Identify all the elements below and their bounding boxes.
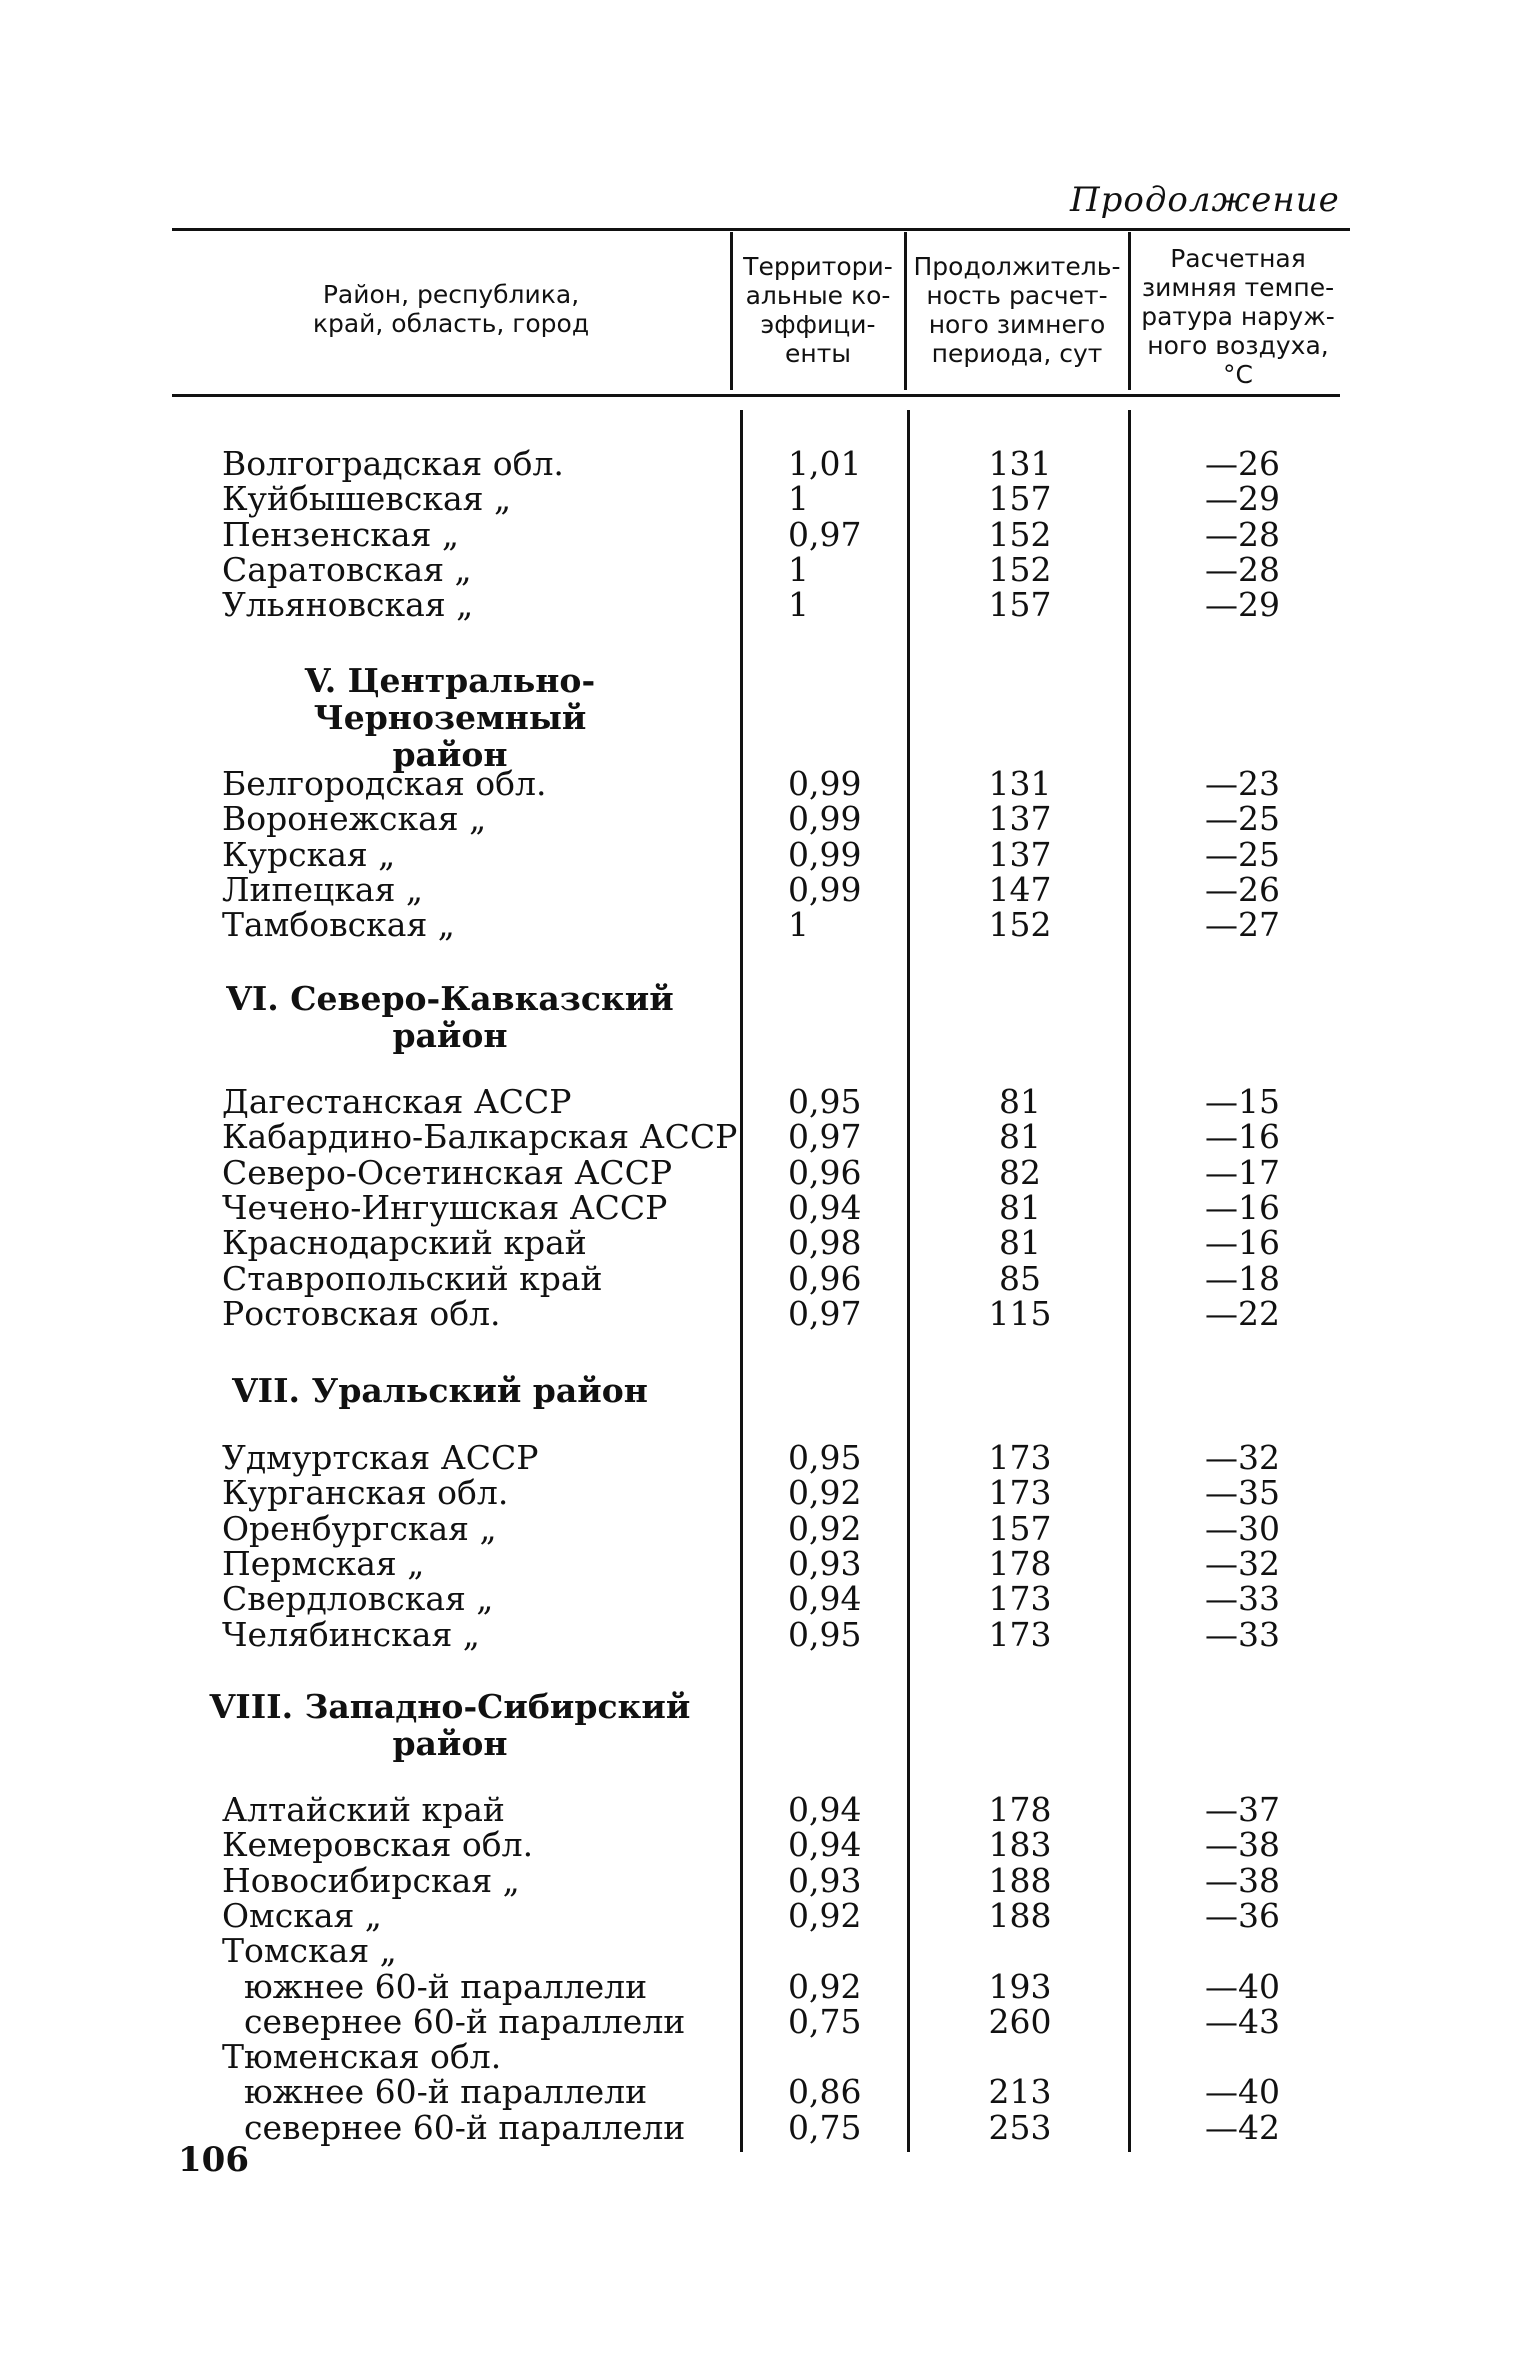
coefficient-value: 1 xyxy=(788,550,809,589)
duration-value: 137 xyxy=(988,835,1052,874)
temperature-value: —36 xyxy=(1205,1896,1280,1935)
header-duration: Продолжитель- ность расчет- ного зимнего периода, сут xyxy=(913,252,1121,368)
section-title: VIII. Западно-Сибирский район xyxy=(209,1687,691,1763)
coefficient-value: 1 xyxy=(788,585,809,624)
table-row xyxy=(0,1969,1536,2005)
duration-value: 193 xyxy=(988,1967,1052,2006)
region-name: Курганская обл. xyxy=(222,1473,509,1512)
table-row xyxy=(0,1225,1536,1261)
temperature-value: —38 xyxy=(1205,1825,1280,1864)
duration-value: 152 xyxy=(988,550,1052,589)
region-name: Дагестанская АССР xyxy=(222,1082,572,1121)
header-bottom-rule xyxy=(172,394,1340,397)
coefficient-value: 0,99 xyxy=(788,764,862,803)
coefficient-value: 0,92 xyxy=(788,1967,862,2006)
table-row xyxy=(0,481,1536,517)
region-name: Саратовская „ xyxy=(222,550,472,589)
coefficient-value: 0,94 xyxy=(788,1188,862,1227)
table-row xyxy=(0,1933,1536,1969)
coefficient-value: 1,01 xyxy=(788,444,862,483)
table-row xyxy=(0,1546,1536,1582)
temperature-value: —40 xyxy=(1205,1967,1280,2006)
duration-value: 178 xyxy=(988,1544,1052,1583)
coefficient-value: 0,96 xyxy=(788,1153,862,1192)
coefficient-value: 0,92 xyxy=(788,1473,862,1512)
duration-value: 81 xyxy=(999,1082,1041,1121)
region-name: Пермская „ xyxy=(222,1544,425,1583)
coefficient-value: 0,97 xyxy=(788,1117,862,1156)
table-row xyxy=(0,1827,1536,1863)
temperature-value: —29 xyxy=(1205,585,1280,624)
coefficient-value: 0,86 xyxy=(788,2072,862,2111)
table-row xyxy=(0,801,1536,837)
temperature-value: —30 xyxy=(1205,1509,1280,1548)
temperature-value: —26 xyxy=(1205,870,1280,909)
duration-value: 152 xyxy=(988,515,1052,554)
region-name: Томская „ xyxy=(222,1931,397,1970)
coefficient-value: 0,75 xyxy=(788,2108,862,2147)
column-divider-1 xyxy=(730,232,733,390)
temperature-value: —16 xyxy=(1205,1117,1280,1156)
duration-value: 157 xyxy=(988,479,1052,518)
temperature-value: —22 xyxy=(1205,1294,1280,1333)
temperature-value: —32 xyxy=(1205,1438,1280,1477)
duration-value: 81 xyxy=(999,1188,1041,1227)
region-name: Новосибирская „ xyxy=(222,1861,520,1900)
coefficient-value: 0,94 xyxy=(788,1790,862,1829)
coefficient-value: 0,95 xyxy=(788,1082,862,1121)
table-row xyxy=(0,2074,1536,2110)
table-row xyxy=(0,907,1536,943)
temperature-value: —23 xyxy=(1205,764,1280,803)
duration-value: 85 xyxy=(999,1259,1041,1298)
table-row xyxy=(0,766,1536,802)
coefficient-value: 0,99 xyxy=(788,835,862,874)
coefficient-value: 1 xyxy=(788,905,809,944)
duration-value: 152 xyxy=(988,905,1052,944)
region-name: Ставропольский край xyxy=(222,1259,603,1298)
region-name: южнее 60-й параллели xyxy=(244,1967,648,2006)
duration-value: 173 xyxy=(988,1615,1052,1654)
table-row xyxy=(0,1898,1536,1934)
duration-value: 131 xyxy=(988,444,1052,483)
table-row xyxy=(0,1581,1536,1617)
duration-value: 188 xyxy=(988,1861,1052,1900)
region-name: Курская „ xyxy=(222,835,396,874)
temperature-value: —15 xyxy=(1205,1082,1280,1121)
region-name: Чечено-Ингушская АССР xyxy=(222,1188,668,1227)
duration-value: 183 xyxy=(988,1825,1052,1864)
region-name: Куйбышевская „ xyxy=(222,479,512,518)
temperature-value: —29 xyxy=(1205,479,1280,518)
temperature-value: —38 xyxy=(1205,1861,1280,1900)
region-name: Ульяновская „ xyxy=(222,585,474,624)
region-name: Удмуртская АССР xyxy=(222,1438,539,1477)
section-title: VI. Северо-Кавказский район xyxy=(226,979,674,1055)
table-row xyxy=(0,1190,1536,1226)
region-name: Кабардино-Балкарская АССР xyxy=(222,1117,738,1156)
coefficient-value: 1 xyxy=(788,479,809,518)
table-row xyxy=(0,552,1536,588)
table-row xyxy=(0,1155,1536,1191)
table-row xyxy=(0,587,1536,623)
page-number: 106 xyxy=(178,2140,249,2180)
region-name: Волгоградская обл. xyxy=(222,444,564,483)
coefficient-value: 0,93 xyxy=(788,1861,862,1900)
region-name: Пензенская „ xyxy=(222,515,460,554)
temperature-value: —25 xyxy=(1205,799,1280,838)
coefficient-value: 0,98 xyxy=(788,1223,862,1262)
duration-value: 157 xyxy=(988,1509,1052,1548)
duration-value: 147 xyxy=(988,870,1052,909)
duration-value: 173 xyxy=(988,1438,1052,1477)
column-divider-3 xyxy=(1128,232,1131,390)
coefficient-value: 0,97 xyxy=(788,1294,862,1333)
table-row xyxy=(0,1296,1536,1332)
table-row xyxy=(0,1863,1536,1899)
duration-value: 213 xyxy=(988,2072,1052,2111)
region-name: Кемеровская обл. xyxy=(222,1825,534,1864)
duration-value: 81 xyxy=(999,1223,1041,1262)
continued-label: Продолжение xyxy=(1070,180,1340,220)
table-row xyxy=(0,1440,1536,1476)
table-row xyxy=(0,1511,1536,1547)
temperature-value: —33 xyxy=(1205,1615,1280,1654)
table-row xyxy=(0,1617,1536,1653)
table-row xyxy=(0,2039,1536,2075)
coefficient-value: 0,92 xyxy=(788,1509,862,1548)
temperature-value: —17 xyxy=(1205,1153,1280,1192)
temperature-value: —33 xyxy=(1205,1579,1280,1618)
coefficient-value: 0,99 xyxy=(788,870,862,909)
table-row xyxy=(0,1475,1536,1511)
table-row xyxy=(0,872,1536,908)
duration-value: 115 xyxy=(988,1294,1052,1333)
temperature-value: —28 xyxy=(1205,550,1280,589)
region-name: Липецкая „ xyxy=(222,870,423,909)
temperature-value: —43 xyxy=(1205,2002,1280,2041)
temperature-value: —40 xyxy=(1205,2072,1280,2111)
region-name: южнее 60-й параллели xyxy=(244,2072,648,2111)
table-row xyxy=(0,1261,1536,1297)
table-row xyxy=(0,837,1536,873)
duration-value: 260 xyxy=(988,2002,1052,2041)
region-name: Челябинская „ xyxy=(222,1615,480,1654)
duration-value: 173 xyxy=(988,1579,1052,1618)
coefficient-value: 0,94 xyxy=(788,1579,862,1618)
coefficient-value: 0,99 xyxy=(788,799,862,838)
duration-value: 253 xyxy=(988,2108,1052,2147)
temperature-value: —16 xyxy=(1205,1223,1280,1262)
temperature-value: —37 xyxy=(1205,1790,1280,1829)
table-row xyxy=(0,446,1536,482)
coefficient-value: 0,75 xyxy=(788,2002,862,2041)
region-name: Алтайский край xyxy=(222,1790,505,1829)
duration-value: 157 xyxy=(988,585,1052,624)
region-name: Краснодарский край xyxy=(222,1223,587,1262)
region-name: Белгородская обл. xyxy=(222,764,547,803)
coefficient-value: 0,94 xyxy=(788,1825,862,1864)
duration-value: 188 xyxy=(988,1896,1052,1935)
region-name: Оренбургская „ xyxy=(222,1509,497,1548)
region-name: Ростовская обл. xyxy=(222,1294,501,1333)
region-name: Тамбовская „ xyxy=(222,905,455,944)
header-region: Район, республика, край, область, город xyxy=(312,280,590,338)
duration-value: 82 xyxy=(999,1153,1041,1192)
region-name: Северо-Осетинская АССР xyxy=(222,1153,673,1192)
header-coefficients: Территори- альные ко- эффици- енты xyxy=(743,252,893,368)
section-title: VII. Уральский район xyxy=(232,1371,648,1410)
temperature-value: —18 xyxy=(1205,1259,1280,1298)
temperature-value: —35 xyxy=(1205,1473,1280,1512)
table-row xyxy=(0,1084,1536,1120)
region-name: Воронежская „ xyxy=(222,799,487,838)
temperature-value: —16 xyxy=(1205,1188,1280,1227)
temperature-value: —27 xyxy=(1205,905,1280,944)
temperature-value: —32 xyxy=(1205,1544,1280,1583)
coefficient-value: 0,96 xyxy=(788,1259,862,1298)
coefficient-value: 0,95 xyxy=(788,1615,862,1654)
region-name: Тюменская обл. xyxy=(222,2037,502,2076)
header-temperature: Расчетная зимняя темпе- ратура наруж- ного воздуха, °С xyxy=(1141,244,1335,389)
duration-value: 131 xyxy=(988,764,1052,803)
temperature-value: —26 xyxy=(1205,444,1280,483)
duration-value: 137 xyxy=(988,799,1052,838)
region-name: севернее 60-й параллели xyxy=(244,2108,686,2147)
region-name: севернее 60-й параллели xyxy=(244,2002,686,2041)
table-row xyxy=(0,1792,1536,1828)
column-divider-2 xyxy=(904,232,907,390)
table-top-rule xyxy=(172,228,1350,231)
duration-value: 81 xyxy=(999,1117,1041,1156)
region-name: Омская „ xyxy=(222,1896,382,1935)
table-row xyxy=(0,2004,1536,2040)
temperature-value: —28 xyxy=(1205,515,1280,554)
coefficient-value: 0,95 xyxy=(788,1438,862,1477)
duration-value: 178 xyxy=(988,1790,1052,1829)
region-name: Свердловская „ xyxy=(222,1579,494,1618)
temperature-value: —42 xyxy=(1205,2108,1280,2147)
table-row xyxy=(0,1119,1536,1155)
coefficient-value: 0,92 xyxy=(788,1896,862,1935)
section-title: V. Центрально-Черноземный район xyxy=(304,661,596,774)
coefficient-value: 0,97 xyxy=(788,515,862,554)
coefficient-value: 0,93 xyxy=(788,1544,862,1583)
duration-value: 173 xyxy=(988,1473,1052,1512)
table-row xyxy=(0,517,1536,553)
temperature-value: —25 xyxy=(1205,835,1280,874)
